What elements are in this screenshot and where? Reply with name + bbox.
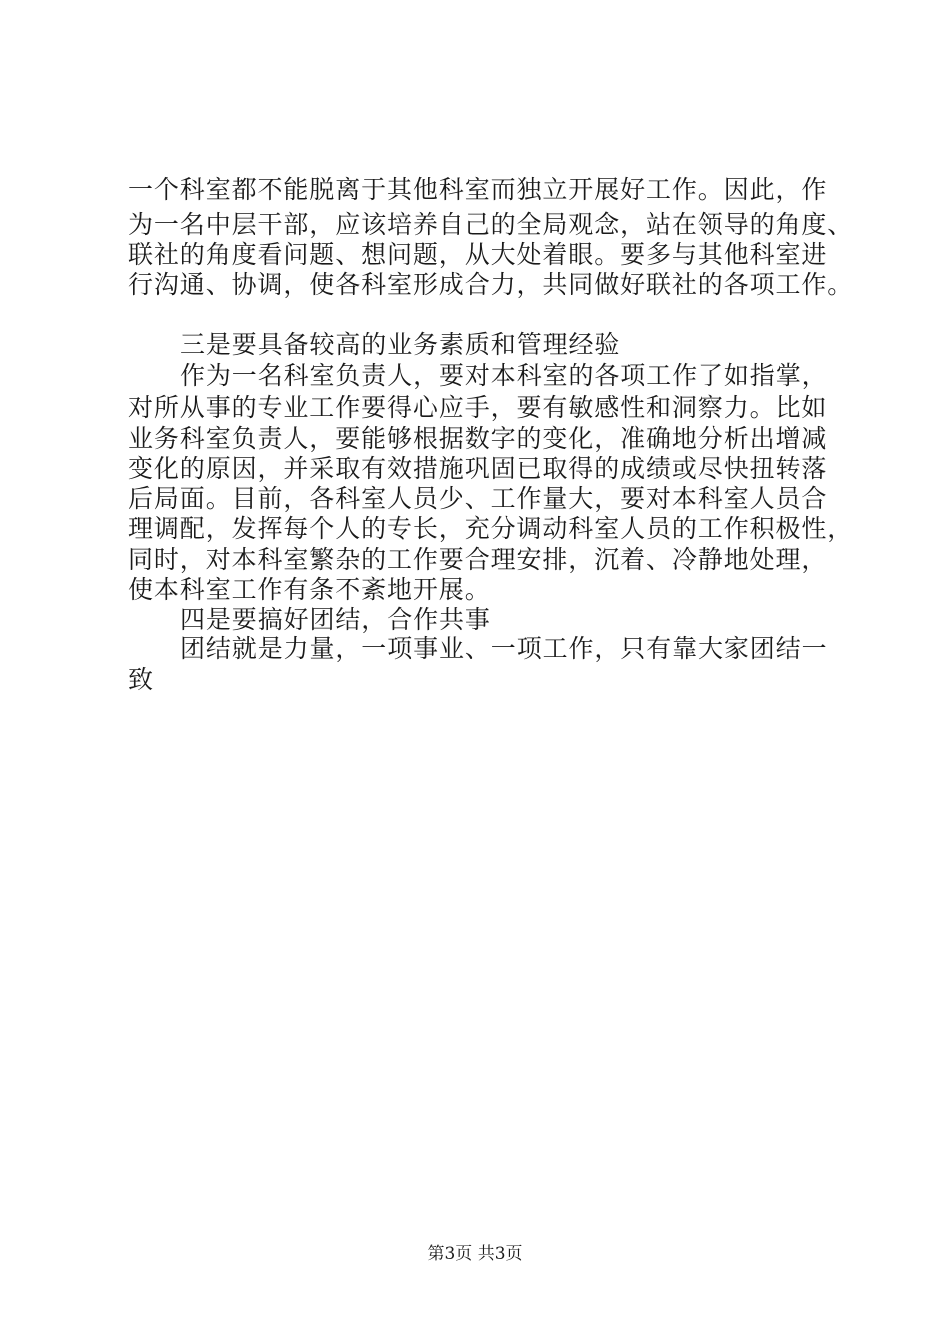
paragraph-line: 一个科室都不能脱离于其他科室而独立开展好工作。因此，作 bbox=[128, 175, 828, 204]
paragraph-line: 变化的原因，并采取有效措施巩固已取得的成绩或尽快扭转落 bbox=[128, 454, 828, 483]
paragraph-line: 同时，对本科室繁杂的工作要合理安排，沉着、冷静地处理， bbox=[128, 545, 828, 574]
page-number-footer: 第3页 共3页 bbox=[427, 1244, 523, 1264]
paragraph-line: 行沟通、协调，使各科室形成合力，共同做好联社的各项工作。 bbox=[128, 270, 854, 299]
paragraph-line: 使本科室工作有条不紊地开展。 bbox=[128, 575, 491, 604]
paragraph-line: 理调配，发挥每个人的专长，充分调动科室人员的工作积极性， bbox=[128, 514, 854, 543]
paragraph-line: 致 bbox=[128, 665, 154, 694]
section-heading: 三是要具备较高的业务素质和管理经验 bbox=[180, 330, 621, 359]
paragraph-line: 对所从事的专业工作要得心应手，要有敏感性和洞察力。比如 bbox=[128, 393, 828, 422]
paragraph-line: 联社的角度看问题、想问题，从大处着眼。要多与其他科室进 bbox=[128, 240, 828, 269]
paragraph-line: 为一名中层干部，应该培养自己的全局观念，站在领导的角度、 bbox=[128, 210, 854, 239]
section-heading: 四是要搞好团结，合作共事 bbox=[180, 605, 491, 634]
paragraph-line: 后局面。目前，各科室人员少、工作量大，要对本科室人员合 bbox=[128, 484, 828, 513]
paragraph-line: 作为一名科室负责人，要对本科室的各项工作了如指掌， bbox=[180, 361, 828, 390]
paragraph-line: 团结就是力量，一项事业、一项工作，只有靠大家团结一 bbox=[180, 634, 828, 663]
paragraph-line: 业务科室负责人，要能够根据数字的变化，准确地分析出增减 bbox=[128, 424, 828, 453]
